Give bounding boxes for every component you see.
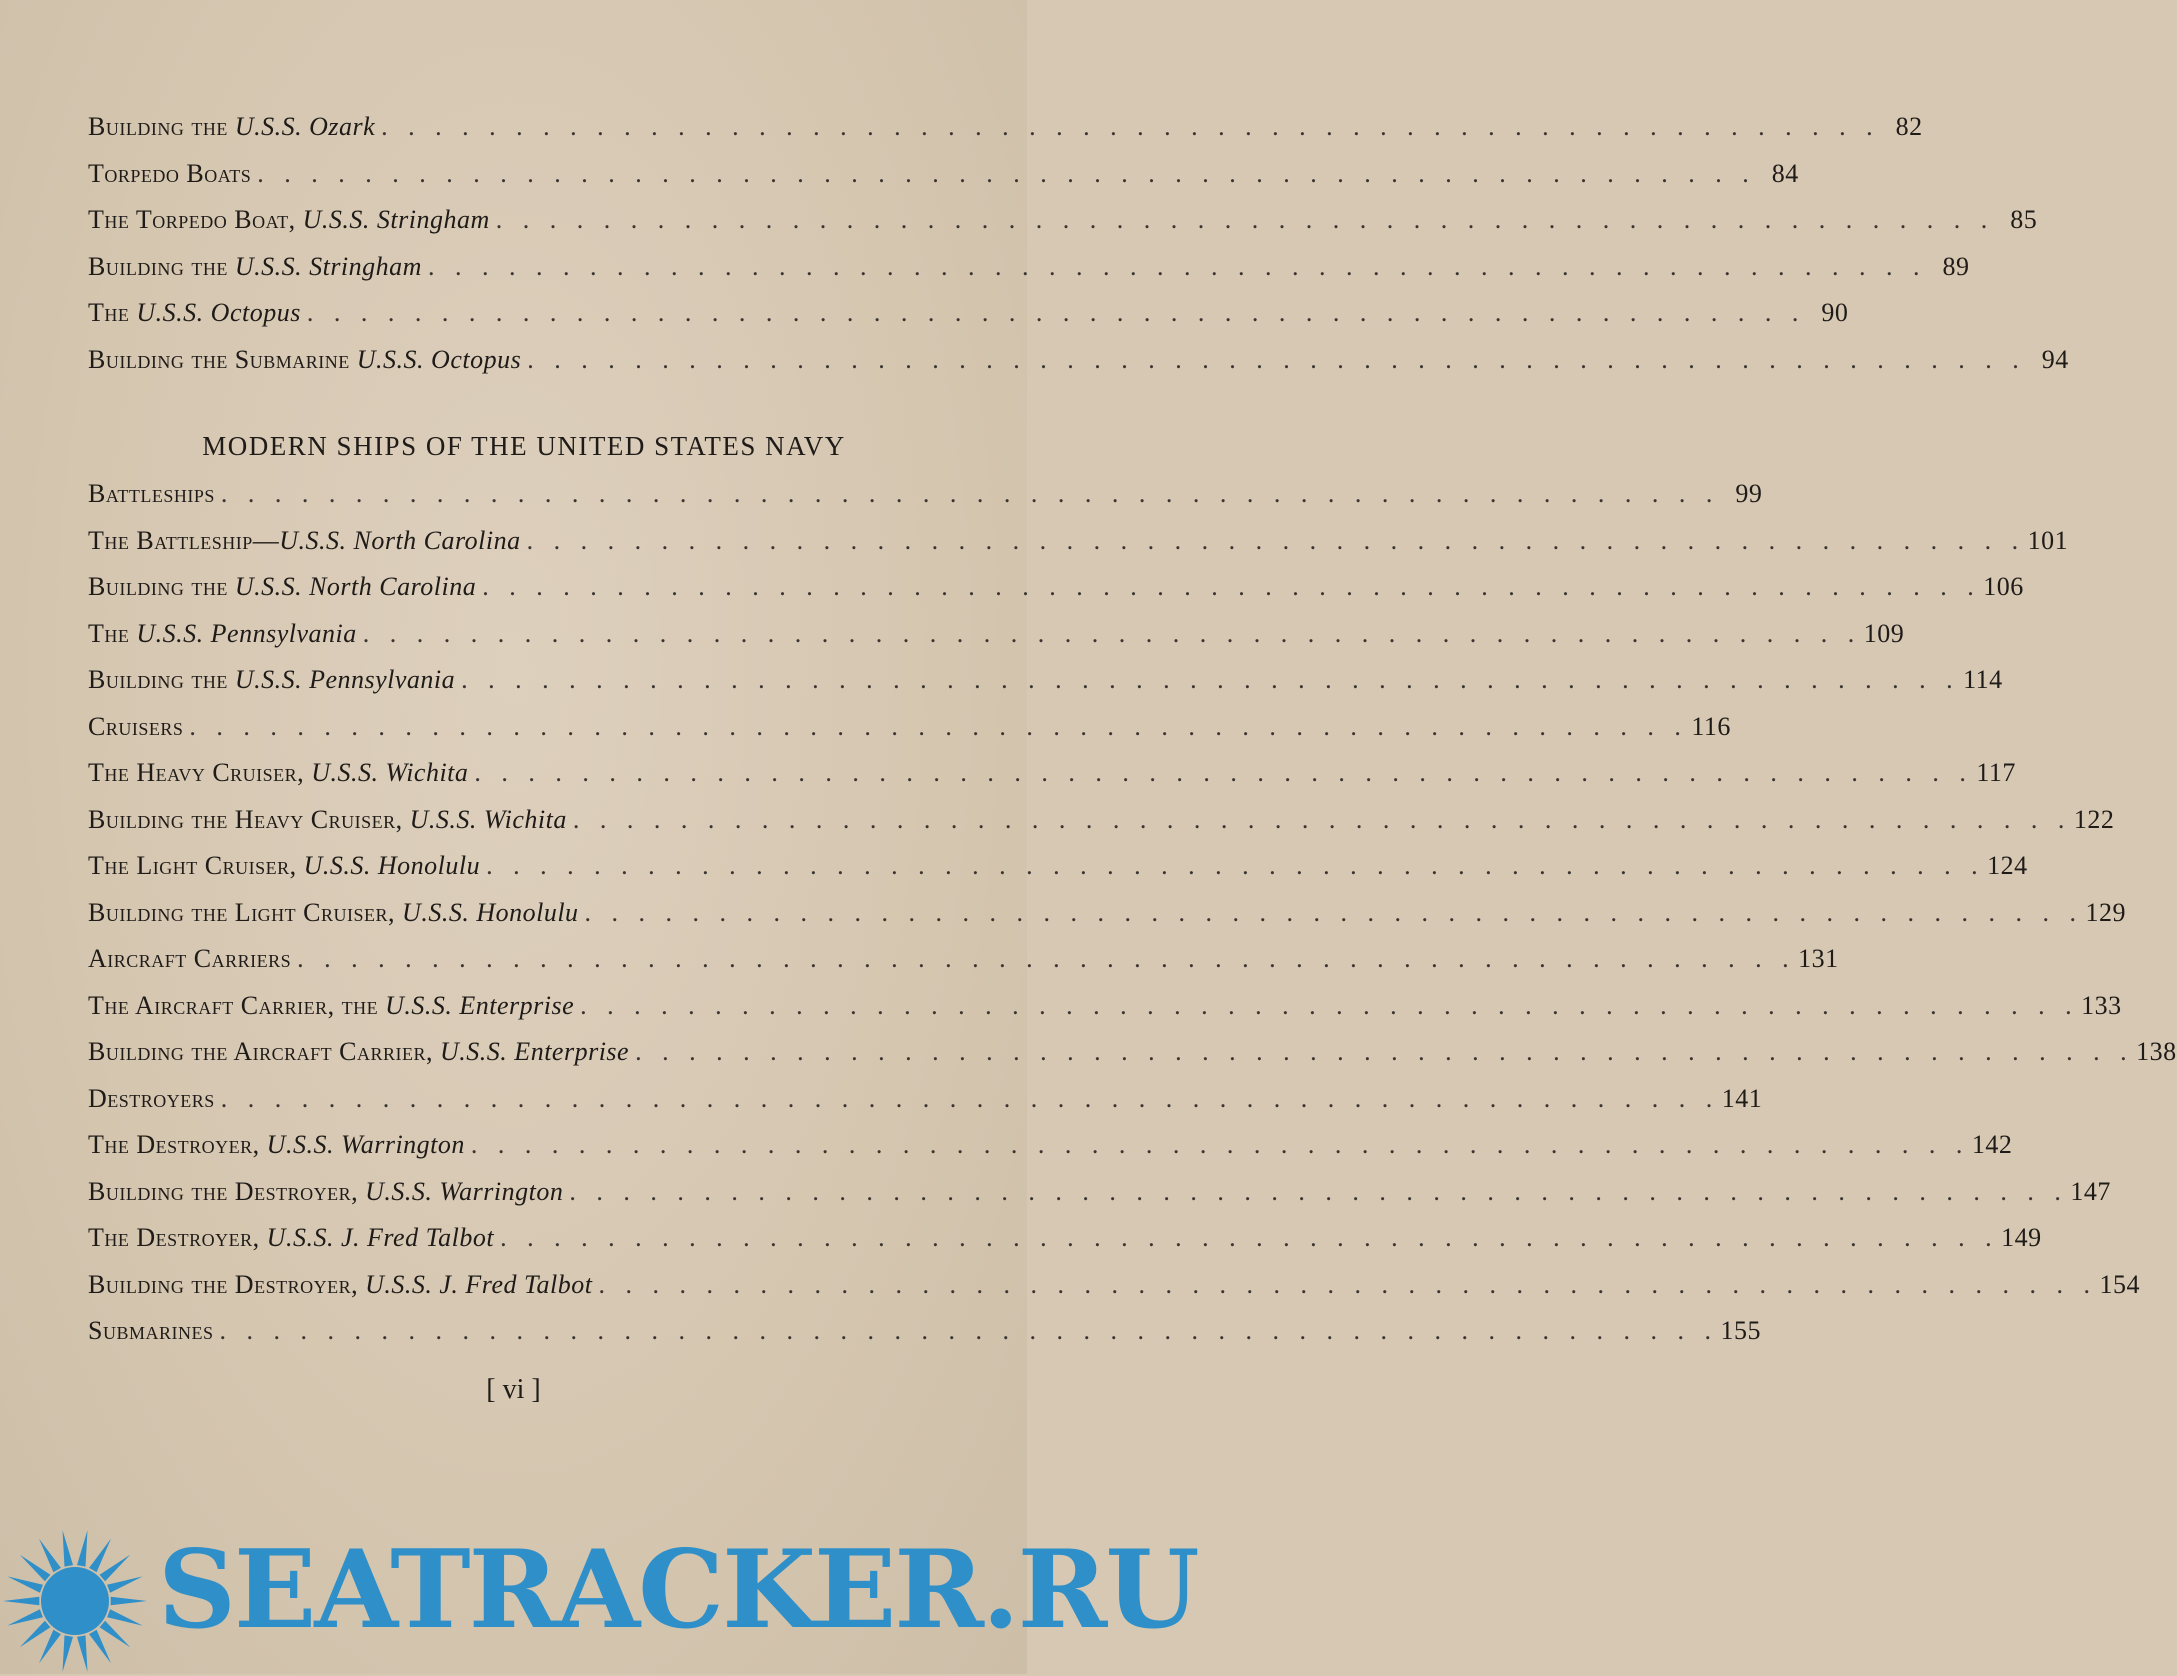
toc-entry-title [88,1084,215,1114]
toc-entry-page-number: 116 [1691,711,1731,741]
toc-entry-page-number: 149 [2001,1223,2042,1252]
dot-leader [500,1223,1992,1253]
sun-ray [63,1530,74,1567]
toc-entry-ship-name: U.S.S. Wichita [409,804,567,834]
toc-entry-title [88,298,301,328]
toc-entry-label: Destroyers [88,1083,215,1113]
toc-entry-ship-name: U.S.S. Stringham [234,251,422,281]
dot-leader [585,898,2077,928]
toc-entry-page-number: 133 [2081,990,2122,1020]
toc-entry-page-number: 84 [1771,158,1799,188]
toc-entry-ship-name: U.S.S. Wichita [311,758,469,787]
dot-leader [482,572,1974,602]
toc-entry [88,479,1763,526]
toc-entry-ship-name: U.S.S. J. Fred Talbot [365,1269,593,1299]
dot-leader [221,479,1713,509]
sun-ray [20,1555,51,1582]
toc-entry-page-number: 129 [2085,897,2127,927]
toc-entry-label: Building the [88,251,235,281]
toc-entry-page-number: 124 [1987,851,2028,880]
toc-entry-label: Building the Aircraft Carrier, [88,1037,441,1066]
dot-leader [496,205,1988,235]
toc-entry-ship-name: U.S.S. Pennsylvania [234,665,456,694]
toc-entry-label: Aircraft Carriers [88,944,292,973]
dot-leader [527,526,2019,556]
toc-entry [88,1083,1763,1131]
toc-entry-ship-name: U.S.S. Ozark [234,112,376,141]
toc-entry-label: Building the Destroyer, [88,1269,366,1299]
sun-ray [107,1576,143,1592]
toc-entry-title [88,345,521,375]
toc-entry-page-number: 147 [2070,1176,2111,1206]
sun-ray [7,1576,43,1592]
dot-leader [461,665,1953,695]
toc-entry-label: Torpedo Boats [88,158,252,188]
toc-entry-label: The Destroyer, [88,1223,267,1252]
dot-leader [527,345,2019,375]
toc-entry-label: The Torpedo Boat, [88,205,303,234]
toc-entry-page-number: 109 [1863,618,1905,648]
toc-entry-page-number: 94 [2041,344,2069,374]
toc-entry-label: Building the Submarine [88,344,357,374]
toc-entry-title [88,898,579,928]
toc-entry-title [88,1177,563,1207]
sun-ray [77,1530,88,1567]
dot-leader [599,1270,2091,1300]
toc-entry-page-number: 142 [1971,1130,2013,1159]
toc-entry-ship-name: U.S.S. Pennsylvania [136,618,357,648]
dot-leader [219,1316,1711,1346]
toc-entry-page-number: 101 [2027,525,2069,555]
dot-leader [428,252,1920,282]
toc-entry-ship-name: U.S.S. Honolulu [303,851,481,880]
toc-entry [88,1269,2141,1317]
toc-entry-title [88,1223,494,1253]
toc-entry-title [88,1130,465,1160]
toc-entry [88,804,2115,852]
toc-entry-label: The Heavy Cruiser, [88,758,312,787]
toc-entry [88,205,2038,252]
dot-leader [580,991,2072,1021]
toc-entry [88,1130,2013,1177]
toc-entry-page-number: 114 [1963,665,2003,694]
sun-ray [39,1630,61,1664]
sun-ray [20,1621,51,1648]
page-folio: [ vi ] [486,1374,541,1405]
sun-ray [111,1597,147,1606]
toc-entry-ship-name: U.S.S. Stringham [302,205,490,234]
dot-leader [381,112,1873,142]
watermark-text: SEATRACKER.RU [158,1527,1198,1653]
toc-entry-label: The Light Cruiser, [88,851,304,880]
toc-entry [88,1223,2042,1270]
dot-leader [189,712,1681,742]
toc-entry-title [88,479,215,509]
toc-entry-page-number: 138 [2136,1037,2177,1066]
watermark [0,1520,1198,1674]
table-of-contents [88,112,2177,1363]
toc-entry-label: Building the Heavy Cruiser, [88,804,410,834]
toc-entry-title [88,572,476,602]
toc-entry-ship-name: U.S.S. North Carolina [234,572,477,601]
toc-entry-title [88,1316,213,1346]
toc-entry-label: The Aircraft Carrier, the [88,990,386,1020]
toc-entry-title [88,944,291,974]
dot-leader [573,805,2065,835]
toc-entry [88,711,1731,759]
toc-entry-title [88,991,574,1021]
toc-entry-title [88,758,468,788]
toc-entry-ship-name: U.S.S. Warrington [365,1176,564,1206]
section-heading: MODERN SHIPS OF THE UNITED STATES NAVY [202,431,846,461]
toc-entry-title [88,1037,629,1067]
dot-leader [363,619,1855,649]
toc-part-1 [88,112,2069,391]
dot-leader [635,1037,2127,1067]
toc-entry-title [88,252,422,282]
toc-entry-label: Submarines [88,1316,214,1345]
toc-entry-page-number: 122 [2073,804,2115,834]
toc-entry-label: The Battleship— [88,525,280,555]
toc-entry [88,990,2122,1038]
toc-entry-page-number: 131 [1798,944,1839,973]
sun-ray [100,1621,131,1648]
toc-entry [88,298,1849,345]
sun-logo-icon [0,1526,150,1676]
toc-entry-ship-name: U.S.S. Octopus [356,344,522,374]
toc-entry-title [88,805,567,835]
dot-leader [486,851,1978,881]
toc-entry-page-number: 85 [2010,205,2038,234]
toc-entry-ship-name: U.S.S. Honolulu [402,897,579,927]
toc-entry-label: Cruisers [88,711,184,741]
sun-ray [7,1609,43,1625]
toc-entry [88,525,2069,573]
sun-ray [77,1635,88,1672]
toc-entry-label: Building the Destroyer, [88,1176,366,1206]
toc-entry-page-number: 155 [1720,1316,1761,1345]
toc-entry [88,572,2024,619]
dot-leader [297,944,1789,974]
toc-entry-label: The [88,298,137,327]
toc-entry [88,158,1799,206]
sun-ray [39,1539,61,1573]
toc-entry-page-number: 90 [1821,298,1849,327]
sun-ray [89,1539,111,1573]
toc-entry-title [88,159,251,189]
toc-entry [88,618,1905,666]
toc-entry [88,897,2127,945]
toc-entry-title [88,851,480,881]
toc-entry-title [88,712,183,742]
sun-ray [63,1635,74,1672]
toc-entry-ship-name: U.S.S. North Carolina [279,525,521,555]
toc-entry-page-number: 141 [1721,1083,1763,1113]
toc-entry-page-number: 106 [1983,572,2024,601]
toc-entry-ship-name: U.S.S. Enterprise [440,1037,630,1066]
toc-entry-title [88,665,455,695]
dot-leader [307,298,1799,328]
toc-entry-title [88,205,490,235]
toc-entry [88,851,2028,898]
toc-entry [88,758,2016,805]
toc-entry-title [88,526,521,556]
sun-ray [100,1555,131,1582]
toc-entry-page-number: 117 [1976,758,2016,787]
toc-entry [88,1037,2177,1084]
toc-entry-label: Building the [88,665,235,694]
toc-part-2 [88,479,2177,1363]
toc-entry-label: Building the [88,572,235,601]
toc-entry-label: Battleships [88,479,215,508]
dot-leader [257,159,1749,189]
toc-entry-page-number: 99 [1735,479,1763,508]
toc-entry [88,251,1970,299]
toc-entry [88,1316,1761,1363]
toc-entry-label: The [88,618,137,648]
sun-ray [3,1597,39,1606]
toc-entry-label: Building the [88,112,235,141]
toc-entry-title [88,112,375,142]
sun-ray [107,1609,143,1625]
sun-ray [89,1630,111,1664]
toc-entry-title [88,619,357,649]
toc-entry-page-number: 89 [1942,251,1970,281]
toc-entry-label: Building the Light Cruiser, [88,897,403,927]
dot-leader [471,1130,1963,1160]
toc-entry-page-number: 154 [2099,1269,2141,1299]
dot-leader [221,1084,1713,1114]
toc-entry [88,944,1839,991]
toc-entry-page-number: 82 [1895,112,1923,141]
dot-leader [474,758,1966,788]
toc-entry-ship-name: U.S.S. Octopus [136,298,301,327]
toc-entry [88,1176,2111,1224]
toc-entry-title [88,1270,593,1300]
toc-entry-ship-name: U.S.S. Enterprise [385,990,575,1020]
toc-entry-ship-name: U.S.S. J. Fred Talbot [266,1223,495,1252]
toc-entry [88,344,2069,392]
toc-entry [88,112,1923,159]
toc-entry-ship-name: U.S.S. Warrington [266,1130,465,1159]
toc-entry [88,665,2003,712]
toc-entry-label: The Destroyer, [88,1130,267,1159]
dot-leader [569,1177,2061,1207]
